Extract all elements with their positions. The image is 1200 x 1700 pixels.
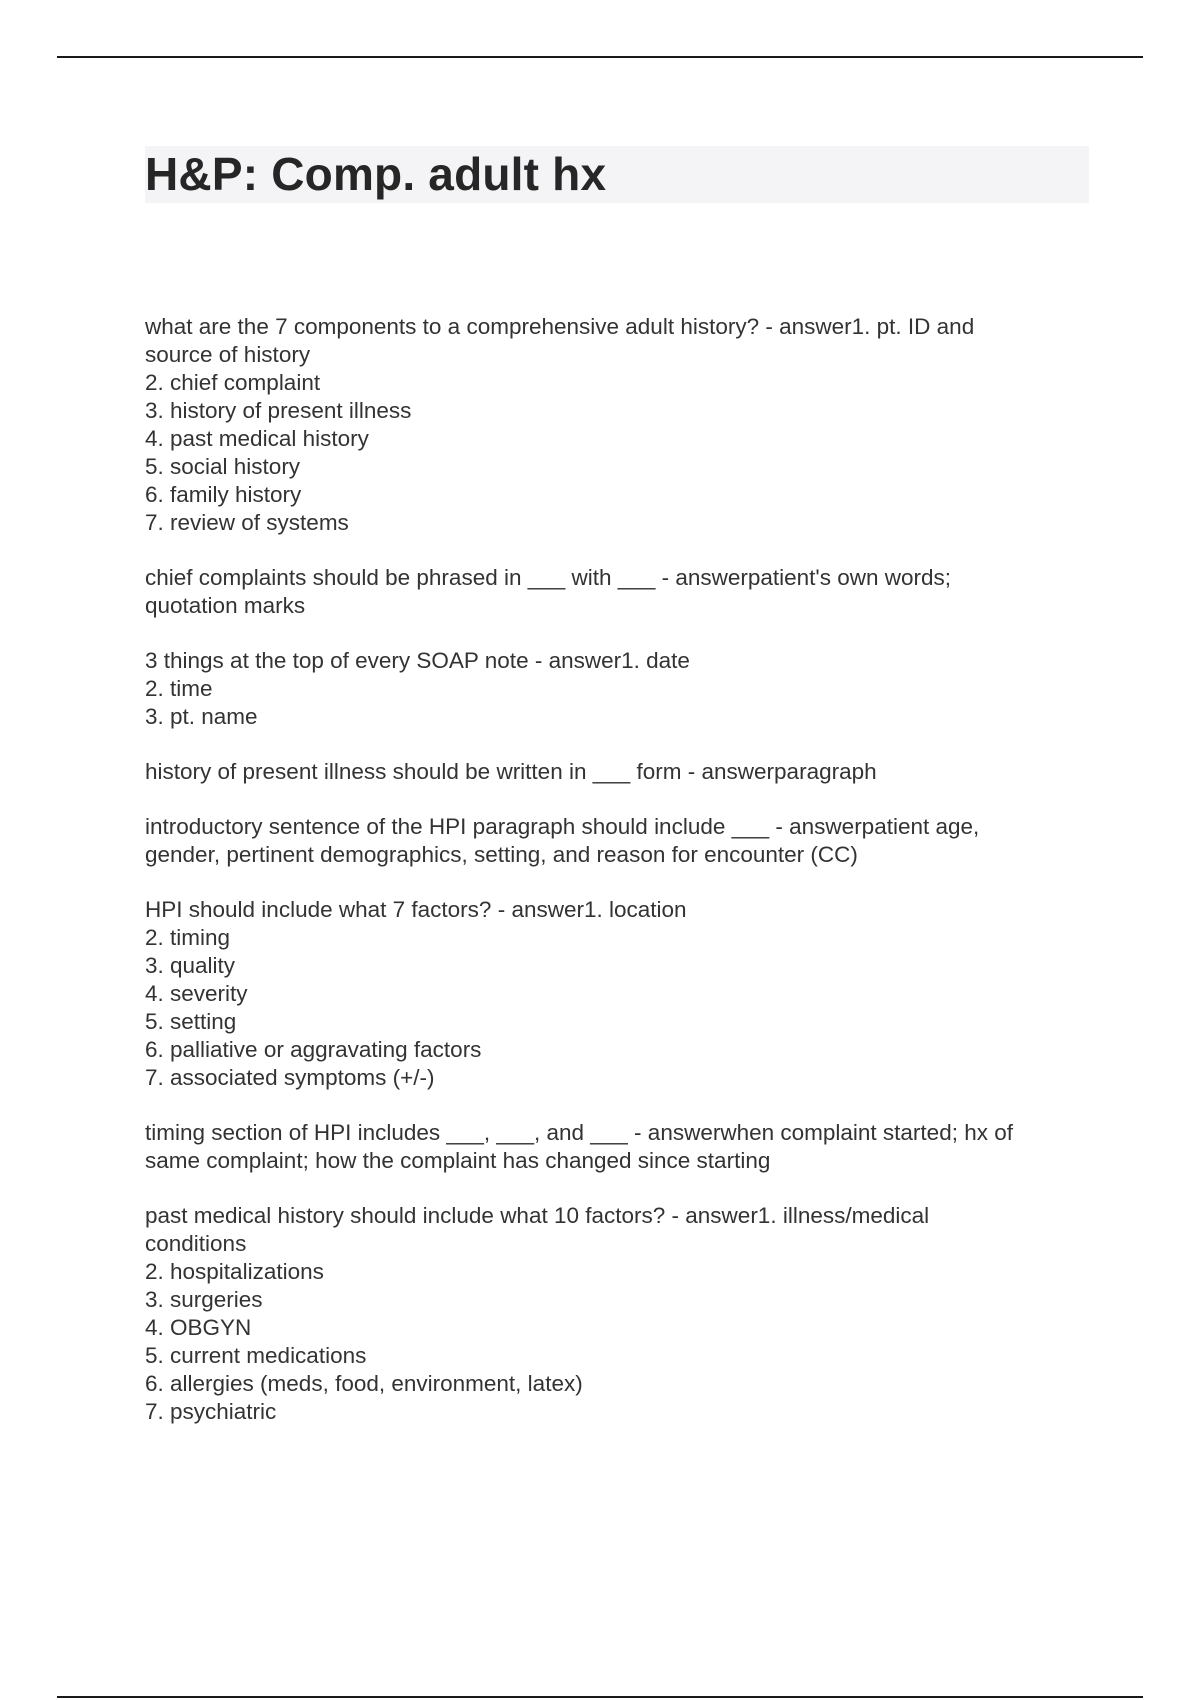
qa-line: 6. allergies (meds, food, environment, latex) xyxy=(145,1371,583,1396)
qa-entry-3 xyxy=(145,647,1090,731)
qa-line: 2. timing xyxy=(145,925,231,950)
qa-line: HPI should include what 7 factors? - answer1. location xyxy=(145,897,687,922)
qa-line: quotation marks xyxy=(145,593,306,618)
qa-line: 4. severity xyxy=(145,981,248,1006)
top-rule xyxy=(57,56,1143,58)
qa-entry-6 xyxy=(145,896,1090,1092)
qa-line: 3. surgeries xyxy=(145,1287,263,1312)
qa-line: 7. review of systems xyxy=(145,510,349,535)
qa-line: 7. psychiatric xyxy=(145,1399,277,1424)
qa-line: 2. hospitalizations xyxy=(145,1259,324,1284)
qa-line: 2. time xyxy=(145,676,213,701)
qa-line: source of history xyxy=(145,342,311,367)
qa-line: past medical history should include what 10 factors? - answer1. illness/medical xyxy=(145,1203,930,1228)
qa-line: 5. social history xyxy=(145,454,301,479)
qa-line: 5. current medications xyxy=(145,1343,367,1368)
qa-entry-5 xyxy=(145,813,1090,869)
qa-entry-8 xyxy=(145,1202,1090,1426)
qa-line: history of present illness should be written in ___ form - answerparagraph xyxy=(145,759,877,784)
qa-line: 6. palliative or aggravating factors xyxy=(145,1037,482,1062)
qa-line: chief complaints should be phrased in ___ with ___ - answerpatient's own words; xyxy=(145,565,952,590)
bottom-rule xyxy=(57,1696,1143,1698)
qa-entry-1 xyxy=(145,313,1090,537)
qa-line: 7. associated symptoms (+/-) xyxy=(145,1065,435,1090)
flashcard-list xyxy=(145,313,1090,1453)
qa-line: gender, pertinent demographics, setting, and reason for encounter (CC) xyxy=(145,842,858,867)
qa-line: 6. family history xyxy=(145,482,302,507)
page-title: H&P: Comp. adult hx xyxy=(145,148,607,200)
qa-line: timing section of HPI includes ___, ___, and ___ - answerwhen complaint started; hx of xyxy=(145,1120,1013,1145)
qa-line: 5. setting xyxy=(145,1009,237,1034)
qa-line: 3. quality xyxy=(145,953,236,978)
qa-line: what are the 7 components to a comprehensive adult history? - answer1. pt. ID and xyxy=(145,314,975,339)
qa-line: 4. past medical history xyxy=(145,426,369,451)
qa-entry-4 xyxy=(145,758,1090,786)
qa-line: 2. chief complaint xyxy=(145,370,321,395)
qa-line: 3. pt. name xyxy=(145,704,258,729)
qa-line: 3. history of present illness xyxy=(145,398,412,423)
qa-line: 3 things at the top of every SOAP note - answer1. date xyxy=(145,648,690,673)
qa-line: introductory sentence of the HPI paragraph should include ___ - answerpatient age, xyxy=(145,814,980,839)
qa-line: same complaint; how the complaint has changed since starting xyxy=(145,1148,771,1173)
qa-entry-7 xyxy=(145,1119,1090,1175)
qa-line: conditions xyxy=(145,1231,247,1256)
qa-entry-2 xyxy=(145,564,1090,620)
qa-line: 4. OBGYN xyxy=(145,1315,252,1340)
